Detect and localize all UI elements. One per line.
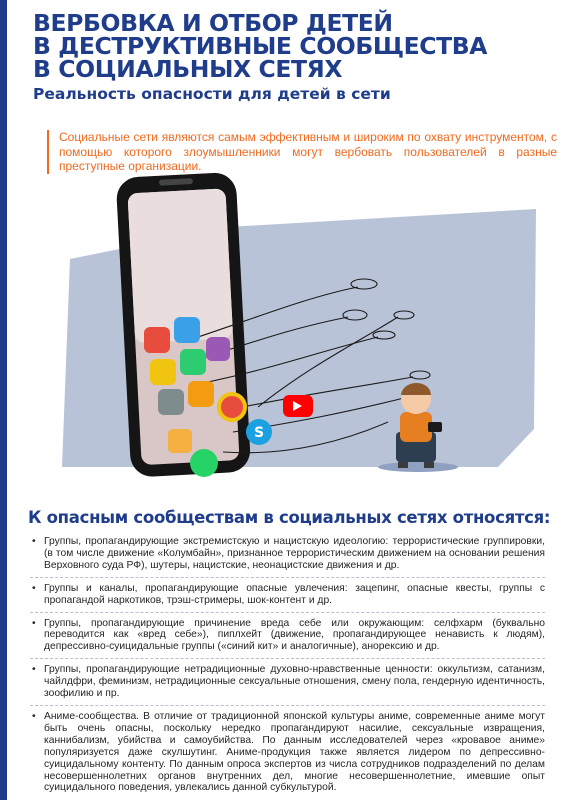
mail-icon: [168, 429, 192, 453]
whatsapp-icon: [190, 449, 218, 477]
illustration-phone-and-child: [58, 167, 538, 497]
list-item-text: Группы, пропагандирующие экстремистскую и нацистскую идеологию: террористические группировки, (в том числе движение «Колумбайн», признанное террористическим движением на основании решения Верховного суда РФ), шутеры, нацистские, неонацистские движения и др.: [44, 536, 545, 571]
list-item-text: Группы, пропагандирующие нетрадиционные духовно-нравственные ценности: оккультизм, сатанизм, чайлдфри, феминизм, нетрадиционные сексуальные отношения, смену пола, гендерную идентичность, зоофилию и пр.: [44, 664, 545, 700]
camera-icon: [144, 327, 170, 353]
title-line: В ДЕСТРУКТИВНЫЕ СООБЩЕСТВА: [33, 32, 488, 60]
list-item-text: Аниме-сообщества. В отличие от традиционной японской культуры аниме, современные аниме могут быть очень опасны, поскольку нередко пропагандируют насилие, сексуальные извращения, каннибализм, убийства и самоубийства. По данным исследователей через «кровавое аниме» популяризуется даже скулшутинг. Аниме-продукция также является лидером по депрессивно-суицидальному контенту. По данным опроса экспертов из числа сотрудников подразделений по делам несовершеннолетних органов внутренних дел, многие несовершеннолетние, имевшие опыт суицидального поведения, увлекались данной субкультурой.: [44, 710, 545, 794]
bullet-icon: •: [32, 582, 36, 594]
list-item-text: Группы и каналы, пропагандирующие опасные увлечения: зацепинг, опасные квесты, группы с пропагандой наркотиков, трэш-стримеры, шок-контент и др.: [44, 582, 545, 606]
title-line: В СОЦИАЛЬНЫХ СЕТЯХ: [33, 55, 343, 83]
list-item: [30, 664, 545, 706]
list-item: [30, 618, 545, 660]
list-item-text: Группы, пропагандирующие причинение вреда себе или окружающим: селфхарм (буквально переводится как «вред себе»), пиплхейт (движение, пропагандирующее ненависть к людям), депрессивно-суицидальные группы («синий кит» и аналогичные), анорексию и др.: [44, 617, 545, 653]
map-icon: [206, 337, 230, 361]
intro-paragraph: Социальные сети являются самым эффективным и широким по охвату инструментом, с помощью которого злоумышленники могут вербовать пользователей в разные преступные организации.: [47, 130, 557, 174]
bullet-icon: •: [32, 617, 36, 629]
subtitle: Реальность опасности для детей в сети: [33, 85, 391, 103]
chrome-icon: [219, 394, 245, 420]
settings-icon: [158, 389, 184, 415]
chat-icon: [174, 317, 200, 343]
page-title: [33, 9, 553, 83]
list-item: [30, 536, 545, 578]
gallery-icon: [150, 359, 176, 385]
bullet-icon: •: [32, 710, 36, 722]
list-item: [30, 711, 545, 794]
svg-text:S: S: [253, 425, 265, 441]
title-line: ВЕРБОВКА И ОТБОР ДЕТЕЙ: [33, 9, 393, 37]
list-heading: К опасным сообществам в социальных сетях относятся:: [28, 508, 551, 527]
bullet-icon: •: [32, 664, 36, 676]
phone-icon: [180, 349, 206, 375]
accent-side-bar: [0, 0, 7, 800]
bullet-icon: •: [32, 536, 36, 547]
mail-icon: [188, 381, 214, 407]
list-item: [30, 583, 545, 613]
dangerous-communities-list: [30, 536, 545, 799]
